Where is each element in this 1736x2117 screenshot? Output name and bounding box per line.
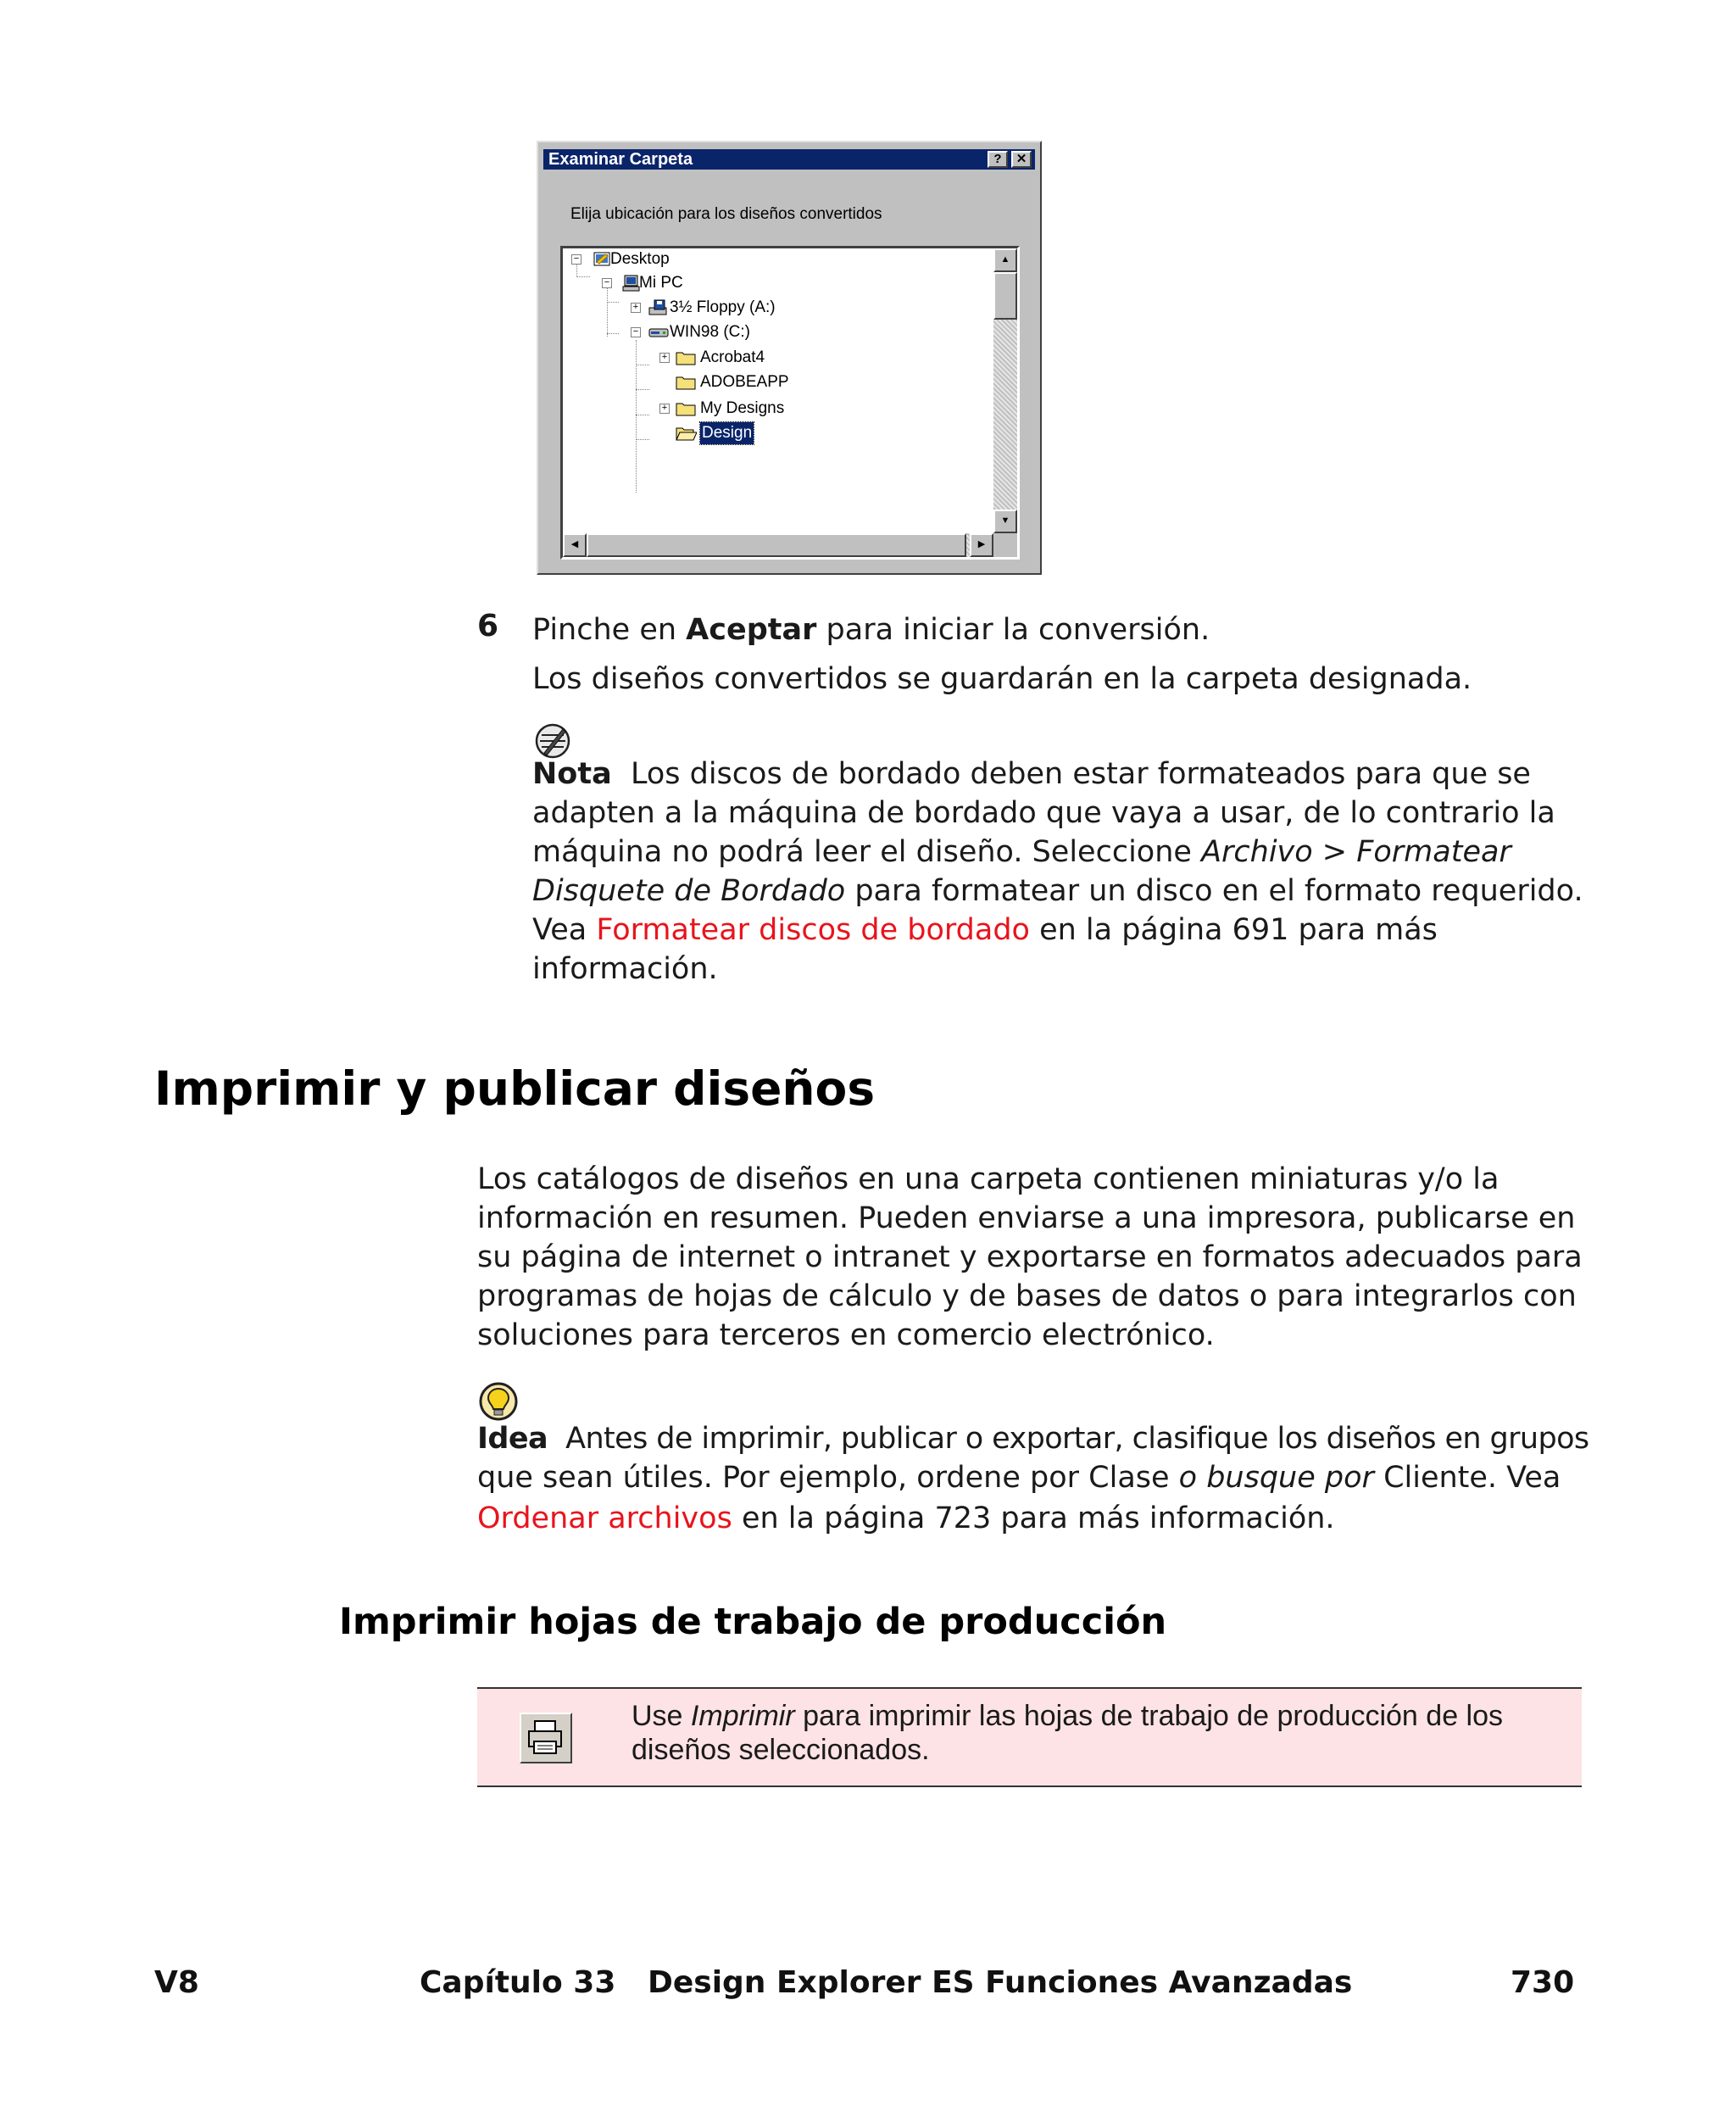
note-line: información. <box>532 952 718 986</box>
tree-item-label: Desktop <box>610 250 670 268</box>
tree-item-label: Acrobat4 <box>700 348 765 366</box>
idea-line <box>477 1458 1561 1497</box>
print-button[interactable] <box>520 1713 572 1763</box>
step-text: para iniciar la conversión. <box>816 613 1210 647</box>
hard-drive-icon <box>648 324 670 341</box>
tip-text-part: Use <box>632 1700 691 1732</box>
subsection-heading: Imprimir hojas de trabajo de producción <box>339 1601 1167 1643</box>
expand-toggle[interactable]: + <box>659 353 670 363</box>
section-heading: Imprimir y publicar diseños <box>154 1061 876 1116</box>
footer-chapter: Capítulo 33 Design Explorer ES Funciones Avanzadas <box>420 1965 1353 2000</box>
note-line <box>532 911 1438 950</box>
menu-path: Disquete de Bordado <box>532 874 846 908</box>
scroll-corner <box>993 533 1017 557</box>
idea-line <box>477 1499 1335 1538</box>
toolbar-tip-box <box>477 1687 1582 1787</box>
paragraph-line: Los catálogos de diseños en una carpeta contienen miniaturas y/o la <box>477 1162 1500 1196</box>
tree-item-label: Mi PC <box>639 274 683 292</box>
tip-text-part: diseños seleccionados. <box>632 1734 930 1766</box>
idea-text: en la página 723 para más información. <box>732 1501 1335 1535</box>
close-button[interactable]: ✕ <box>1011 151 1032 168</box>
paragraph-line: soluciones para terceros en comercio electrónico. <box>477 1318 1215 1352</box>
note-line <box>532 833 1511 872</box>
note-text: para formatear un disco en el formato requerido. <box>845 874 1583 908</box>
paragraph-line: su página de internet o intranet y exportarse en formatos adecuados para <box>477 1240 1583 1274</box>
folder-open-icon <box>675 425 697 442</box>
step-number: 6 <box>477 609 499 643</box>
collapse-toggle[interactable]: − <box>571 254 581 265</box>
tree-item-label: My Designs <box>700 399 785 417</box>
idea-text: Antes de imprimir, publicar o exportar, clasifique los diseños en grupos <box>565 1422 1589 1456</box>
step-instruction <box>532 610 1210 649</box>
note-text: Vea <box>532 913 597 947</box>
collapse-toggle[interactable]: − <box>602 278 612 288</box>
tip-text <box>632 1699 1547 1767</box>
folder-icon <box>675 374 697 391</box>
note-line: adapten a la máquina de bordado que vaya a usar, de lo contrario la <box>532 796 1555 830</box>
note-line <box>532 755 1531 794</box>
paragraph-line: programas de hojas de cálculo y de bases de datos o para integrarlos con <box>477 1279 1577 1313</box>
folder-icon <box>675 400 697 417</box>
menu-path: Archivo > Formatear <box>1201 835 1511 869</box>
collapse-toggle[interactable]: − <box>631 327 641 337</box>
expand-toggle[interactable]: + <box>631 303 641 313</box>
printer-icon <box>521 1714 570 1762</box>
help-button[interactable]: ? <box>988 151 1008 168</box>
scroll-left-arrow-icon[interactable]: ◀ <box>563 533 587 557</box>
step-text: Pinche en <box>532 613 687 647</box>
lightbulb-icon <box>479 1382 518 1423</box>
footer-page-number: 730 <box>1511 1965 1575 2000</box>
scroll-up-arrow-icon[interactable]: ▲ <box>993 248 1017 272</box>
scroll-thumb[interactable] <box>993 272 1017 320</box>
dialog-title: Examinar Carpeta <box>548 150 693 169</box>
cross-reference-link[interactable]: Formatear discos de bordado <box>596 913 1030 947</box>
folder-icon <box>675 349 697 366</box>
idea-text: Cliente. Vea <box>1373 1461 1561 1495</box>
note-text: en la página 691 para más <box>1029 913 1438 947</box>
browse-folder-dialog <box>537 141 1042 575</box>
tree-item-label: WIN98 (C:) <box>670 323 750 341</box>
note-text: Los discos de bordado deben estar formateados para que se <box>630 757 1531 791</box>
tree-item-label-selected: Design <box>700 422 754 444</box>
cross-reference-link[interactable]: Ordenar archivos <box>477 1501 732 1535</box>
idea-label: Idea <box>477 1422 548 1456</box>
horizontal-scrollbar[interactable] <box>563 533 993 557</box>
dialog-titlebar <box>543 149 1035 170</box>
note-line <box>532 872 1583 911</box>
command-name: Imprimir <box>690 1700 795 1732</box>
idea-text: que sean útiles. Por ejemplo, ordene por Clase <box>477 1461 1179 1495</box>
paragraph-line: información en resumen. Pueden enviarse a una impresora, publicarse en <box>477 1201 1576 1235</box>
vertical-scrollbar[interactable] <box>993 248 1017 533</box>
dialog-prompt: Elija ubicación para los diseños convertidos <box>570 205 882 223</box>
tip-text-part: para imprimir las hojas de trabajo de producción de los <box>794 1700 1504 1732</box>
scroll-down-arrow-icon[interactable]: ▼ <box>993 510 1017 533</box>
tree-item-label: 3½ Floppy (A:) <box>670 298 776 316</box>
note-text: máquina no podrá leer el diseño. Seleccione <box>532 835 1202 869</box>
floppy-drive-icon <box>648 299 670 316</box>
folder-tree[interactable] <box>560 246 1020 560</box>
scroll-right-arrow-icon[interactable]: ▶ <box>970 533 993 557</box>
idea-italic-text: o busque por <box>1178 1461 1374 1495</box>
tree-item-label: ADOBEAPP <box>700 373 789 391</box>
expand-toggle[interactable]: + <box>659 404 670 414</box>
step-followup: Los diseños convertidos se guardarán en la carpeta designada. <box>532 662 1472 696</box>
scroll-thumb[interactable] <box>587 533 966 557</box>
footer-version: V8 <box>154 1965 199 2000</box>
step-bold-button-name: Aceptar <box>686 613 817 647</box>
idea-line <box>477 1419 1589 1458</box>
note-label: Nota <box>532 757 612 791</box>
